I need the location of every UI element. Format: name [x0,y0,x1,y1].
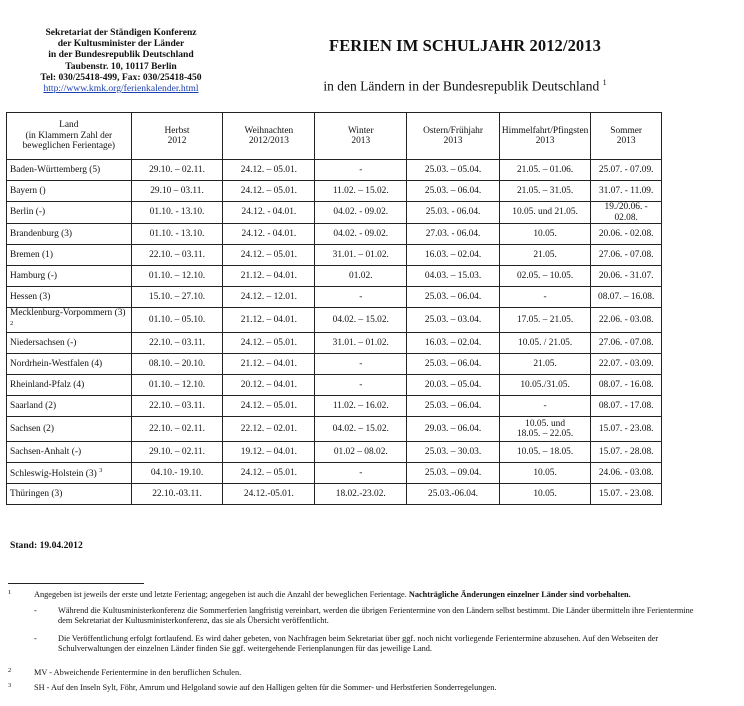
state-name: Bremen (1) [10,249,53,260]
date-cell: 21.05. – 31.05. [499,181,590,202]
footnote-text: SH - Auf den Inseln Sylt, Föhr, Amrum und Helgoland sowie auf den Halligen gelten für die Sommer- und Herbstferien Sonderregelungen. [34,683,497,692]
date-cell: 21.05. [499,245,590,266]
date-cell: 31.07. - 11.09. [591,181,662,202]
column-header-line: 2013 [616,136,636,146]
column-header-line: 2013 [351,136,371,146]
date-cell: 20.06. - 02.08. [591,224,662,245]
column-header [591,113,662,160]
footnote-text: MV - Abweichende Ferientermine in den beruflichen Schulen. [34,668,242,677]
date-cell: 20.12. – 04.01. [223,375,315,396]
state-cell [7,333,132,354]
table-row [7,181,662,202]
state-cell [7,375,132,396]
date-cell: 25.03. – 06.04. [407,181,500,202]
column-header-line: Herbst [164,125,190,136]
date-cell: 10.05. [499,224,590,245]
date-cell: 01.02 – 08.02. [315,442,407,463]
table-row [7,245,662,266]
date-cell: 24.12. – 05.01. [223,396,315,417]
date-cell: 22.10.-03.11. [131,484,223,505]
date-cell: 08.10. – 20.10. [131,354,223,375]
subtitle-text: in den Ländern in der Bundesrepublik Deutschland [323,78,600,94]
date-cell: 15.07. - 23.08. [591,484,662,505]
date-cell: 21.05. [499,354,590,375]
date-cell: 20.03. – 05.04. [407,375,500,396]
state-name: Rheinland-Pfalz (4) [10,379,85,390]
table-row [7,354,662,375]
date-cell: 24.12. – 05.01. [223,245,315,266]
column-header [131,113,223,160]
date-cell: 24.12. – 05.01. [223,333,315,354]
date-cell: 21.12. – 04.01. [223,266,315,287]
date-cell: 01.10. - 13.10. [131,202,223,224]
date-cell: 27.06. - 07.08. [591,333,662,354]
date-cell: 16.03. – 02.04. [407,333,500,354]
state-name: Sachsen-Anhalt (-) [10,446,82,457]
date-cell: 24.12. – 05.01. [223,463,315,484]
state-cell [7,160,132,181]
date-cell: 29.10. – 02.11. [131,160,223,181]
date-cell: 08.07. – 16.08. [591,287,662,308]
date-cell: 10.05./31.05. [499,375,590,396]
state-cell [7,442,132,463]
date-cell: 11.02. – 15.02. [315,181,407,202]
date-cell: 29.03. – 06.04. [407,417,500,442]
date-cell: 24.12. - 04.01. [223,202,315,224]
table-row [7,442,662,463]
date-cell: 31.01. – 01.02. [315,333,407,354]
date-cell: 15.10. – 27.10. [131,287,223,308]
footnote-marker: 3 [8,682,12,689]
date-cell: 24.12.-05.01. [223,484,315,505]
date-cell: 08.07. - 16.08. [591,375,662,396]
state-name: Niedersachsen (-) [10,337,77,348]
state-cell [7,308,132,333]
date-cell: 22.06. - 03.08. [591,308,662,333]
page-title: FERIEN IM SCHULJAHR 2012/2013 [329,36,601,55]
date-cell: 27.06. - 07.08. [591,245,662,266]
date-cell: 25.03. – 09.04. [407,463,500,484]
date-cell: 04.02. – 15.02. [315,308,407,333]
bullet-marker: - [34,634,37,643]
state-name: Sachsen (2) [10,423,54,434]
column-header-line: 2012/2013 [248,136,289,146]
date-cell: 22.10. – 02.11. [131,417,223,442]
org-line: Taubenstr. 10, 10117 Berlin [65,60,177,72]
state-name: Thüringen (3) [10,488,63,499]
date-cell: 16.03. – 02.04. [407,245,500,266]
table-row [7,417,662,442]
footnote-line: dem Sekretariat der Kultusministerkonferenz, das sie als Übersicht veröffentlicht. [58,616,329,626]
date-cell: 17.05. – 21.05. [499,308,590,333]
date-cell: 04.10.- 19.10. [131,463,223,484]
table-row [7,287,662,308]
date-cell: 10.05. [499,484,590,505]
date-cell: 02.05. – 10.05. [499,266,590,287]
column-header-line: Himmelfahrt/Pfingsten [501,125,589,136]
date-cell: 25.03. – 06.04. [407,354,500,375]
bullet-marker: - [34,606,37,615]
state-name: Saarland (2) [10,400,57,411]
date-cell: 08.07. - 17.08. [591,396,662,417]
date-cell: 01.02. [315,266,407,287]
date-cell: 18.02.-23.02. [315,484,407,505]
date-cell: 25.03. – 30.03. [407,442,500,463]
column-header-line: Sommer [610,125,643,136]
state-cell [7,287,132,308]
date-cell: 25.03.-06.04. [407,484,500,505]
date-cell: - [315,463,407,484]
footnote-bold-text: Nachträgliche Änderungen einzelner Länder sind vorbehalten. [408,590,631,599]
date-cell: 24.06. - 03.08. [591,463,662,484]
state-cell [7,202,132,224]
date-cell: 11.02. – 16.02. [315,396,407,417]
date-cell: 15.07. - 23.08. [591,417,662,442]
date-cell: 04.03. – 15.03. [407,266,500,287]
date-cell: 19./20.06. - 02.08. [591,202,662,224]
date-cell: 04.02. – 15.02. [315,417,407,442]
date-cell: - [315,160,407,181]
date-cell: 22.12. – 02.01. [223,417,315,442]
footnote-text: Angegeben ist jeweils der erste und letzte Ferientag; angegeben ist auch die Anzahl der beweglichen Ferientage. [34,590,407,599]
date-cell: 01.10. – 12.10. [131,375,223,396]
date-cell: 24.12. – 05.01. [223,181,315,202]
column-header-line: 2012 [167,136,187,146]
date-cell: 21.12. – 04.01. [223,354,315,375]
org-line: Tel: 030/25418-499, Fax: 030/25418-450 [40,71,202,83]
date-cell: 29.10 – 03.11. [131,181,223,202]
state-cell [7,417,132,442]
footnote-divider [8,583,144,584]
org-line: der Kultusminister der Länder [57,38,185,50]
state-cell [7,181,132,202]
date-cell: 25.03. – 05.04. [407,160,500,181]
date-cell: 24.12. – 12.01. [223,287,315,308]
date-cell: - [315,354,407,375]
state-cell [7,224,132,245]
state-name: Bayern () [10,185,46,196]
date-cell: 22.10. – 03.11. [131,333,223,354]
date-cell: - [499,396,590,417]
date-cell: 25.03. – 03.04. [407,308,500,333]
footnote-marker: 2 [8,667,12,674]
state-cell [7,396,132,417]
table-row [7,333,662,354]
date-cell: 20.06. - 31.07. [591,266,662,287]
date-cell: 22.10. – 03.11. [131,396,223,417]
column-header [7,113,132,160]
secretariat-address-block [8,27,234,94]
state-name: Hessen (3) [10,291,51,302]
date-cell: 10.05. – 18.05. [499,442,590,463]
column-header-line: Land [59,120,79,131]
state-cell [7,266,132,287]
date-cell: 22.10. – 03.11. [131,245,223,266]
date-cell: 19.12. – 04.01. [223,442,315,463]
date-cell: - [499,287,590,308]
table-row [7,308,662,333]
table-row [7,266,662,287]
state-cell [7,463,132,484]
column-header-line: Weihnachten [244,125,294,136]
table-row [7,224,662,245]
column-header [499,113,590,160]
footnote-ref: 2 [10,319,14,327]
footnote-marker: 1 [8,589,12,596]
date-cell: 25.03. - 06.04. [407,202,500,224]
org-line: in der Bundesrepublik Deutschland [48,49,194,61]
table-row [7,160,662,181]
date-cell: 21.05. – 01.06. [499,160,590,181]
date-cell: 24.12. – 05.01. [223,160,315,181]
table-row [7,484,662,505]
date-cell: - [315,375,407,396]
date-cell: 04.02. - 09.02. [315,224,407,245]
date-cell: 25.07. - 07.09. [591,160,662,181]
column-header-line: beweglichen Ferientage) [22,141,115,152]
column-header-line: (in Klammern Zahl der [25,130,113,141]
column-header-line: 2013 [443,136,463,146]
footnote-line: Schulverwaltungen der einzelnen Länder finden Sie ggf. weitergehende Ferienplanungen für das jeweilige Land. [58,644,432,654]
table-header-row [7,113,662,160]
column-header [407,113,500,160]
date-cell: 24.12. - 04.01. [223,224,315,245]
column-header-line: 2013 [535,136,555,146]
date-cell: 01.10. - 13.10. [131,224,223,245]
state-name: Brandenburg (3) [10,228,73,239]
footnote-line: Die Veröffentlichung erfolgt fortlaufend. Es wird daher gebeten, von Nachfragen beim Sekretariat über ggf. noch nicht vorliegende Ferientermine abzusehen. Auf den Webseiten der [58,634,659,643]
date-cell: 10.05. / 21.05. [499,333,590,354]
column-header-line: Ostern/Frühjahr [423,125,483,136]
date-cell: 04.02. - 09.02. [315,202,407,224]
date-cell: 10.05. und 18.05. – 22.05. [499,417,590,442]
state-cell [7,354,132,375]
state-cell [7,484,132,505]
date-cell: 01.10. – 05.10. [131,308,223,333]
date-cell: - [315,287,407,308]
footnote-ref: 1 [602,78,607,87]
date-cell: 15.07. - 28.08. [591,442,662,463]
footnote-ref: 3 [99,467,103,475]
ferienkalender-link[interactable]: http://www.kmk.org/ferienkalender.html [43,83,199,95]
date-cell: 01.10. – 12.10. [131,266,223,287]
table-row [7,463,662,484]
date-cell: 31.01. – 01.02. [315,245,407,266]
date-cell: 21.12. – 04.01. [223,308,315,333]
state-name: Mecklenburg-Vorpommern (3) [10,308,126,318]
org-line: Sekretariat der Ständigen Konferenz [45,27,197,38]
column-header [315,113,407,160]
date-cell: 25.03. – 06.04. [407,287,500,308]
stand-date: Stand: 19.04.2012 [10,540,83,551]
state-name: Schleswig-Holstein (3) [10,469,97,480]
date-cell: 10.05. und 21.05. [499,202,590,224]
state-name: Baden-Württemberg (5) [10,164,101,175]
table-row [7,396,662,417]
date-cell: 25.03. – 06.04. [407,396,500,417]
table-row [7,375,662,396]
footnote-line: Während die Kultusministerkonferenz die Sommerferien langfristig vereinbart, werden die übrigen Ferientermine von den Ländern selbst bestimmt. Die Länder übermitteln ihre Ferientermine [58,606,694,615]
state-name: Berlin (-) [10,207,46,218]
date-cell: 10.05. [499,463,590,484]
holiday-table [6,112,662,505]
state-cell [7,245,132,266]
table-row [7,202,662,224]
page-subtitle [300,78,630,95]
column-header [223,113,315,160]
date-cell: 22.07. - 03.09. [591,354,662,375]
state-name: Nordrhein-Westfalen (4) [10,358,103,369]
date-cell: 29.10. – 02.11. [131,442,223,463]
state-name: Hamburg (-) [10,270,57,281]
column-header-line: Winter [347,125,374,136]
date-cell: 27.03. - 06.04. [407,224,500,245]
